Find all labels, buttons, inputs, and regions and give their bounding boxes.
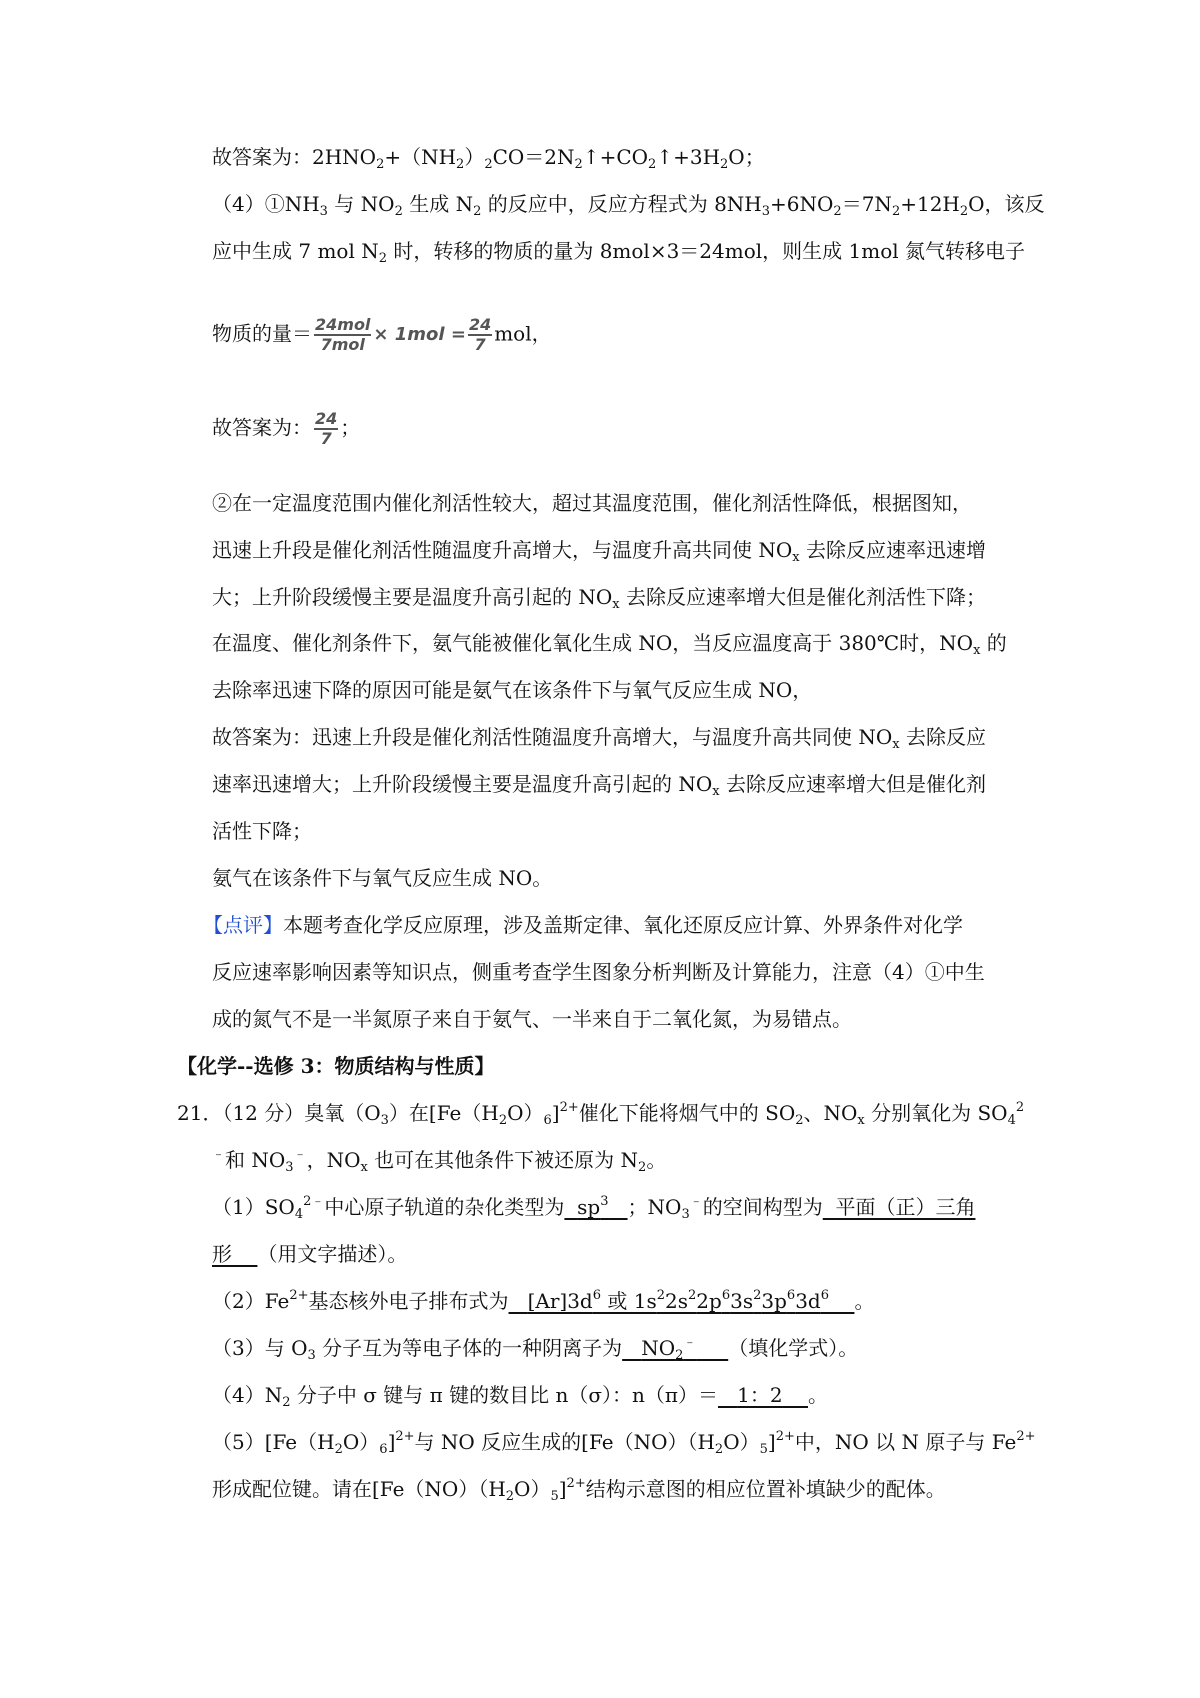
text: 【化学--选修 3：物质结构与性质】 — [177, 1054, 495, 1078]
text: 去除率迅速下降的原因可能是氨气在该条件下与氧气反应生成 NO， — [212, 678, 813, 702]
subscript: x — [612, 597, 620, 612]
text: 去除反应速率增大但是催化剂 — [719, 772, 986, 796]
text: 故答案为： — [212, 145, 312, 169]
text: （填化学式）。 — [728, 1336, 859, 1360]
review-line-3 — [212, 1006, 852, 1032]
subscript: 2 — [473, 204, 482, 219]
text: 的反应中，反应方程式为 8NH — [481, 192, 762, 216]
text: O； — [728, 145, 765, 169]
text: ； — [340, 415, 361, 440]
superscript: ﹣ — [689, 1194, 703, 1209]
text: （4）N — [212, 1383, 283, 1407]
superscript: 6 — [786, 1288, 796, 1303]
subscript: 3 — [681, 1207, 690, 1222]
answer-3-line-1 — [212, 724, 986, 750]
paragraph-4-line-3 — [212, 316, 552, 354]
answer-blank — [564, 1195, 627, 1219]
paragraph-5-line-1 — [212, 490, 972, 516]
subscript: 3 — [285, 1160, 294, 1175]
subscript: x — [892, 737, 900, 752]
subscript: 2 — [394, 204, 403, 219]
subscript: 3 — [319, 204, 328, 219]
text: +（NH — [384, 145, 457, 169]
text: 2HNO — [312, 145, 377, 169]
text: ] — [551, 1101, 560, 1125]
paragraph-5-line-5 — [212, 677, 812, 703]
subscript: 4 — [1007, 1113, 1016, 1128]
text: 故答案为： — [212, 415, 312, 440]
subscript: 2 — [456, 157, 465, 172]
text: 分别氧化为 SO — [864, 1101, 1008, 1125]
text: 也可在其他条件下被还原为 N — [367, 1148, 639, 1172]
answer-line-fraction — [212, 410, 360, 448]
text: （4）①NH — [212, 192, 320, 216]
fraction-denominator: 7 — [474, 335, 486, 354]
text: 21．（12 分）臭氧（O — [177, 1101, 381, 1125]
question-21-part-4 — [212, 1382, 828, 1408]
text: 时，转移的物质的量为 8mol×3＝24mol，则生成 1mol 氮气转移电子 — [386, 239, 1026, 263]
superscript: 6 — [820, 1288, 829, 1303]
answer-blank — [622, 1335, 728, 1363]
answer-text: 或 1s — [601, 1289, 657, 1313]
paragraph-5-line-4 — [212, 630, 1007, 656]
text: 故答案为：迅速上升段是催化剂活性随温度升高增大，与温度升高共同使 NO — [212, 725, 893, 749]
fraction — [314, 410, 338, 448]
text: O） — [342, 1430, 380, 1454]
subscript: 2 — [574, 157, 583, 172]
text: 和 NO — [225, 1148, 286, 1172]
text: ） — [464, 145, 485, 169]
text: ↑+CO — [582, 145, 649, 169]
text: 与 NO — [327, 192, 395, 216]
text: 去除反应速率增大但是催化剂活性下降； — [619, 585, 986, 609]
subscript: x — [792, 550, 800, 565]
text: （5）[Fe（H — [212, 1430, 335, 1454]
subscript: x — [712, 784, 720, 799]
superscript: 2 — [1015, 1100, 1025, 1115]
subscript: 2 — [675, 1348, 684, 1363]
subscript: 2 — [505, 1489, 515, 1504]
text: 迅速上升段是催化剂活性随温度升高增大，与温度升高共同使 NO — [212, 538, 793, 562]
subscript: 5 — [550, 1489, 559, 1504]
subscript: 3 — [761, 204, 771, 219]
subscript: 2 — [795, 1113, 804, 1128]
text: 去除反应速率迅速增 — [799, 538, 986, 562]
answer-text: 平面（正）三角 — [835, 1195, 976, 1219]
text: 。 — [854, 1289, 875, 1313]
answer-text: 3s — [730, 1289, 754, 1313]
text: 速率迅速增大；上升阶段缓慢主要是温度升高引起的 NO — [212, 772, 713, 796]
superscript: 2+ — [289, 1288, 309, 1303]
answer-blank — [823, 1195, 976, 1219]
superscript: 2+ — [775, 1429, 795, 1444]
text: 氨气在该条件下与氧气反应生成 NO。 — [212, 866, 553, 890]
text: +12H — [900, 192, 960, 216]
superscript: ﹣ — [293, 1147, 307, 1162]
question-21-part-5-line-1 — [212, 1429, 1036, 1455]
text: 中心原子轨道的杂化类型为 — [324, 1195, 565, 1219]
subscript: 2 — [498, 1113, 508, 1128]
text: ，NO — [306, 1148, 361, 1172]
text: ] — [767, 1430, 776, 1454]
text: mol， — [494, 321, 552, 346]
subscript: 6 — [379, 1442, 388, 1457]
text: 催化下能将烟气中的 SO — [578, 1101, 796, 1125]
answer-3-line-4 — [212, 865, 552, 891]
paragraph-4-line-2 — [212, 238, 1025, 264]
text: O） — [507, 1101, 544, 1125]
superscript: 2+ — [395, 1429, 415, 1444]
subscript: 2 — [648, 157, 657, 172]
subscript: 2 — [833, 204, 842, 219]
text: 基态核外电子排布式为 — [308, 1289, 509, 1313]
text: 中，NO 以 N 原子与 Fe — [794, 1430, 1017, 1454]
subscript: 2 — [714, 1442, 724, 1457]
text: ；NO — [627, 1195, 682, 1219]
subscript: 2 — [334, 1442, 343, 1457]
superscript: ﹣ — [212, 1147, 226, 1162]
text: 结构示意图的相应位置补填缺少的配体。 — [585, 1477, 946, 1501]
subscript: 2 — [891, 204, 901, 219]
answer-blank — [718, 1383, 808, 1407]
text: CO＝2N — [492, 145, 575, 169]
text: ↑+3H — [656, 145, 721, 169]
fraction — [468, 316, 492, 354]
question-21-part-1-line-1 — [212, 1194, 975, 1220]
superscript: 2 — [656, 1288, 665, 1303]
text: 大；上升阶段缓慢主要是温度升高引起的 NO — [212, 585, 613, 609]
text: 成的氮气不是一半氮原子来自于氨气、一半来自于二氧化氮，为易错点。 — [212, 1007, 852, 1031]
answer-text: 2s — [665, 1289, 688, 1313]
answer-text: [Ar]3d — [527, 1289, 593, 1313]
text: 分子互为等电子体的一种阴离子为 — [315, 1336, 623, 1360]
question-21-part-2 — [212, 1288, 874, 1314]
superscript: 2 — [753, 1288, 762, 1303]
question-21-part-1-line-2 — [212, 1241, 407, 1267]
answer-text: 1：2 — [737, 1383, 783, 1407]
answer-text: 形 — [212, 1242, 232, 1266]
superscript: 2+ — [1016, 1429, 1036, 1444]
superscript: 2 — [688, 1288, 697, 1303]
text: O） — [723, 1430, 760, 1454]
fraction-denominator: 7mol — [320, 335, 365, 354]
subscript: 2 — [638, 1160, 647, 1175]
text: 与 NO 反应生成的[Fe（NO）（H — [414, 1430, 715, 1454]
text: +6NO — [770, 192, 834, 216]
text: ②在一定温度范围内催化剂活性较大，超过其温度范围，催化剂活性降低，根据图知， — [212, 491, 972, 515]
text: （2）Fe — [212, 1289, 290, 1313]
question-21-line-2 — [212, 1147, 666, 1173]
answer-text: 3p — [761, 1289, 787, 1313]
fraction-numerator: 24 — [315, 409, 338, 428]
text: （用文字描述）。 — [257, 1242, 408, 1266]
subscript: 3 — [380, 1113, 389, 1128]
superscript: 2﹣ — [303, 1194, 325, 1209]
text: O） — [514, 1477, 551, 1501]
answer-3-line-3 — [212, 818, 312, 844]
paragraph-5-line-3 — [212, 584, 986, 610]
text: 的空间构型为 — [702, 1195, 823, 1219]
subscript: x — [360, 1160, 368, 1175]
review-tag: 【点评】 — [203, 913, 283, 937]
review-line-1 — [203, 912, 963, 938]
answer-text: sp — [577, 1195, 601, 1219]
text: 。 — [807, 1383, 828, 1407]
subscript: x — [973, 643, 981, 658]
subscript: 2 — [959, 204, 969, 219]
text: O，该反 — [968, 192, 1045, 216]
text: ] — [558, 1477, 567, 1501]
text: ）在[Fe（H — [388, 1101, 499, 1125]
question-21-part-3 — [212, 1335, 858, 1361]
subscript: 2 — [484, 157, 493, 172]
superscript: 2+ — [566, 1476, 586, 1491]
text: 生成 N — [402, 192, 474, 216]
answer-line-equation — [212, 144, 765, 170]
answer-3-line-2 — [212, 771, 986, 797]
subscript: x — [857, 1113, 865, 1128]
review-line-2 — [212, 959, 985, 985]
subscript: 2 — [282, 1395, 291, 1410]
question-21-line-1 — [177, 1100, 1024, 1126]
answer-blank — [509, 1289, 855, 1313]
superscript: 6 — [721, 1288, 731, 1303]
text: ] — [387, 1430, 396, 1454]
text: 物质的量＝ — [212, 321, 312, 346]
subscript: 5 — [759, 1442, 768, 1457]
text: 、NO — [803, 1101, 858, 1125]
fraction — [314, 316, 371, 354]
answer-blank — [212, 1242, 257, 1266]
subscript: 4 — [294, 1207, 304, 1222]
text: 去除反应 — [899, 725, 986, 749]
text: ＝7N — [841, 192, 892, 216]
text: 。 — [646, 1148, 667, 1172]
question-21-part-5-line-2 — [212, 1476, 946, 1502]
fraction-numerator: 24mol — [315, 315, 371, 334]
subscript: 2 — [720, 157, 729, 172]
text: 活性下降； — [212, 819, 312, 843]
text: 应中生成 7 mol N — [212, 239, 379, 263]
superscript: ﹣ — [683, 1335, 697, 1350]
paragraph-5-line-2 — [212, 537, 986, 563]
text: （3）与 O — [212, 1336, 308, 1360]
text: 形成配位键。请在[Fe（NO）（H — [212, 1477, 506, 1501]
superscript: 2+ — [559, 1100, 579, 1115]
subscript: 2 — [378, 251, 387, 266]
section-heading — [177, 1053, 494, 1079]
text: 反应速率影响因素等知识点，侧重考查学生图象分析判断及计算能力，注意（4）①中生 — [212, 960, 985, 984]
fraction-denominator: 7 — [320, 429, 332, 448]
answer-text: 2p — [696, 1289, 722, 1313]
text: 的 — [980, 631, 1007, 655]
superscript: 6 — [592, 1288, 602, 1303]
math-text: × 1mol = — [373, 324, 466, 345]
answer-text: NO — [641, 1336, 676, 1360]
paragraph-4-line-1 — [212, 191, 1045, 217]
text: （1）SO — [212, 1195, 295, 1219]
subscript: 6 — [543, 1113, 552, 1128]
superscript: 3 — [600, 1194, 609, 1209]
answer-text: 3d — [795, 1289, 821, 1313]
subscript: 2 — [376, 157, 385, 172]
text: 分子中 σ 键与 π 键的数目比 n（σ）：n（π）＝ — [290, 1383, 719, 1407]
text: 在温度、催化剂条件下，氨气能被催化氧化生成 NO，当反应温度高于 380℃时，NO — [212, 631, 974, 655]
text: 本题考查化学反应原理，涉及盖斯定律、氧化还原反应计算、外界条件对化学 — [283, 913, 963, 937]
fraction-numerator: 24 — [468, 315, 492, 334]
subscript: 3 — [307, 1348, 316, 1363]
